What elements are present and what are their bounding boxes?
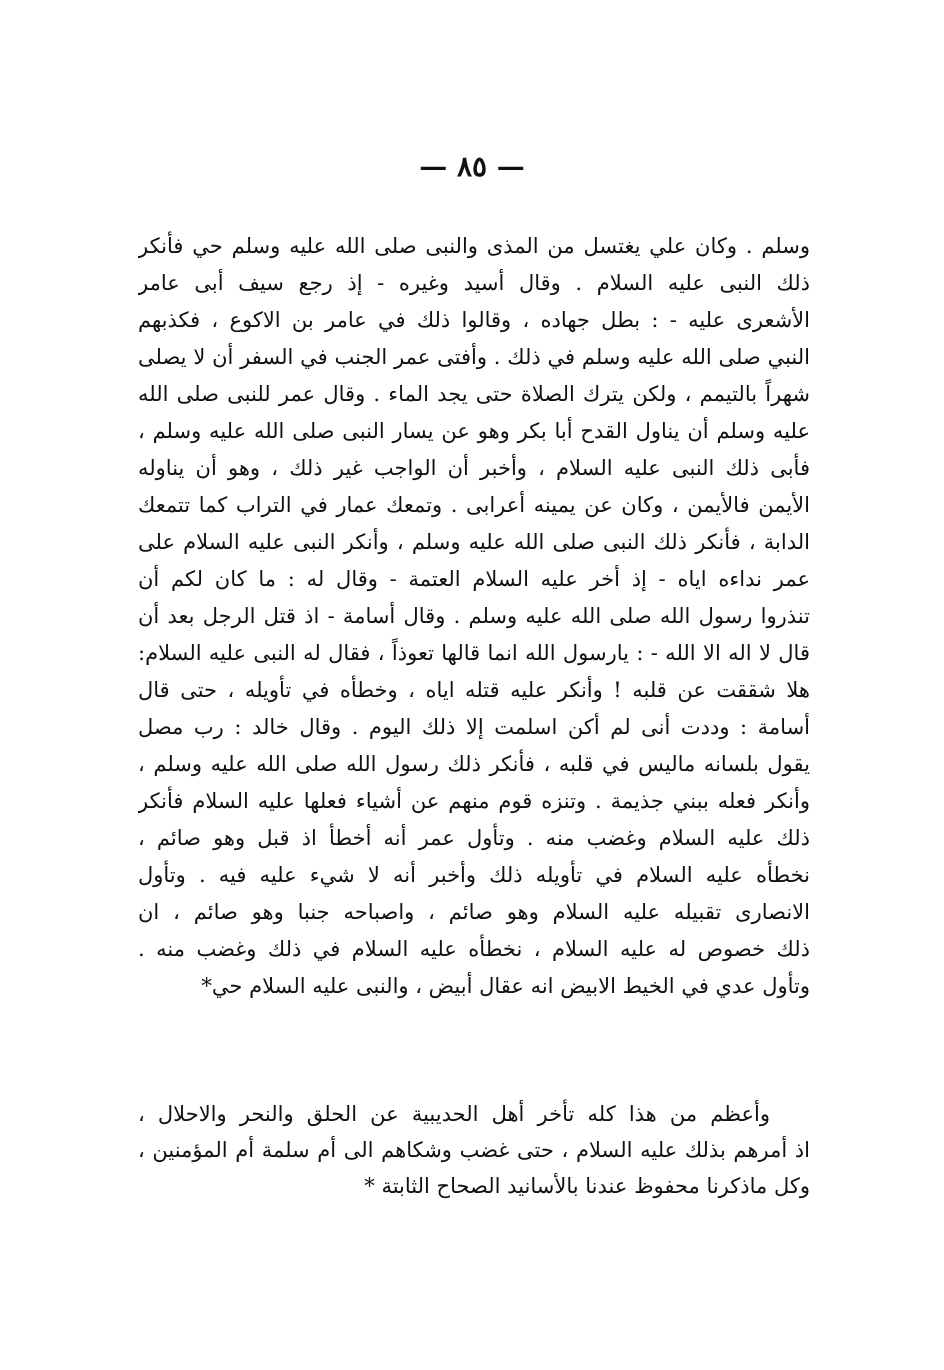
- paragraph-1: [138, 228, 810, 1005]
- text-line: عمر نداءه اياه - إذ أخر عليه السلام العتمة - وقال له : ما كان لكم أن: [138, 567, 810, 591]
- text-line: يقول بلسانه ماليس في قلبه ، فأنكر ذلك رسول الله صلى الله عليه وسلم ،: [138, 752, 810, 776]
- text-line: وأعظم من هذا كله تأخر أهل الحديبية عن الحلق والنحر والاحلال ،: [138, 1102, 770, 1126]
- text-line: نخطأه عليه السلام في تأويله ذلك وأخبر أنه لا شيء عليه فيه . وتأول: [138, 863, 810, 887]
- text-line: الأشعرى عليه - : بطل جهاده ، وقالوا ذلك في عامر بن الاكوع ، فكذبهم: [138, 308, 810, 332]
- text-line: الأيمن فالأيمن ، وكان عن يمينه أعرابى . وتمعك عمار في التراب كما تتمعك: [138, 493, 810, 517]
- text-line: ذلك خصوص له عليه السلام ، نخطأه عليه السلام في ذلك وغضب منه .: [138, 937, 810, 961]
- text-line: قال لا اله الا الله - : يارسول الله انما قالها تعوذاً ، فقال له النبى عليه السلام:: [138, 641, 810, 665]
- text-line: شهراً بالتيمم ، ولكن يترك الصلاة حتى يجد الماء . وقال عمر للنبى صلى الله: [138, 382, 810, 406]
- text-line: أسامة : وددت أنى لم أكن اسلمت إلا ذلك اليوم . وقال خالد : رب مصل: [138, 715, 810, 739]
- text-line: الانصارى تقبيله عليه السلام وهو صائم ، واصباحه جنبا وهو صائم ، ان: [138, 900, 810, 924]
- text-line: ذلك عليه السلام وغضب منه . وتأول عمر أنه أخطأ اذ قبل وهو صائم ،: [138, 826, 810, 850]
- text-line: وسلم . وكان علي يغتسل من المذى والنبى صلى الله عليه وسلم حي فأنكر: [138, 234, 810, 258]
- text-line: فأبى ذلك النبى عليه السلام ، وأخبر أن الواجب غير ذلك ، وهو أن يناوله: [138, 456, 810, 480]
- text-line: وتأول عدي في الخيط الابيض انه عقال أبيض ، والنبى عليه السلام حي*: [201, 974, 810, 998]
- text-line: النبي صلى الله عليه وسلم في ذلك . وأفتى عمر الجنب في السفر أن لا يصلى: [138, 345, 810, 369]
- text-line: عليه وسلم أن يناول القدح أبا بكر وهو عن يسار النبى صلى الله عليه وسلم ،: [138, 419, 810, 443]
- paragraph-2: [138, 1096, 810, 1204]
- text-line: وكل ماذكرنا محفوظ عندنا بالأسانيد الصحاح الثابتة *: [364, 1174, 810, 1198]
- text-line: ذلك النبى عليه السلام . وقال أسيد وغيره - إذ رجع سيف أبى عامر: [138, 271, 810, 295]
- text-line: هلا شققت عن قلبه ! وأنكر عليه قتله اياه ، وخطأه في تأويله ، حتى قال: [138, 678, 810, 702]
- text-line: وأنكر فعله ببني جذيمة . وتنزه قوم منهم عن أشياء فعلها عليه السلام فأنكر: [138, 789, 810, 813]
- page-number: — ٨٥ —: [419, 150, 525, 183]
- text-line: اذ أمرهم بذلك عليه السلام ، حتى غضب وشكاهم الى أم سلمة أم المؤمنين ،: [138, 1138, 810, 1162]
- text-line: الدابة ، فأنكر ذلك النبى صلى الله عليه وسلم ، وأنكر النبى عليه السلام على: [138, 530, 810, 554]
- text-line: تنذروا رسول الله صلى الله عليه وسلم . وقال أسامة - اذ قتل الرجل بعد أن: [138, 604, 810, 628]
